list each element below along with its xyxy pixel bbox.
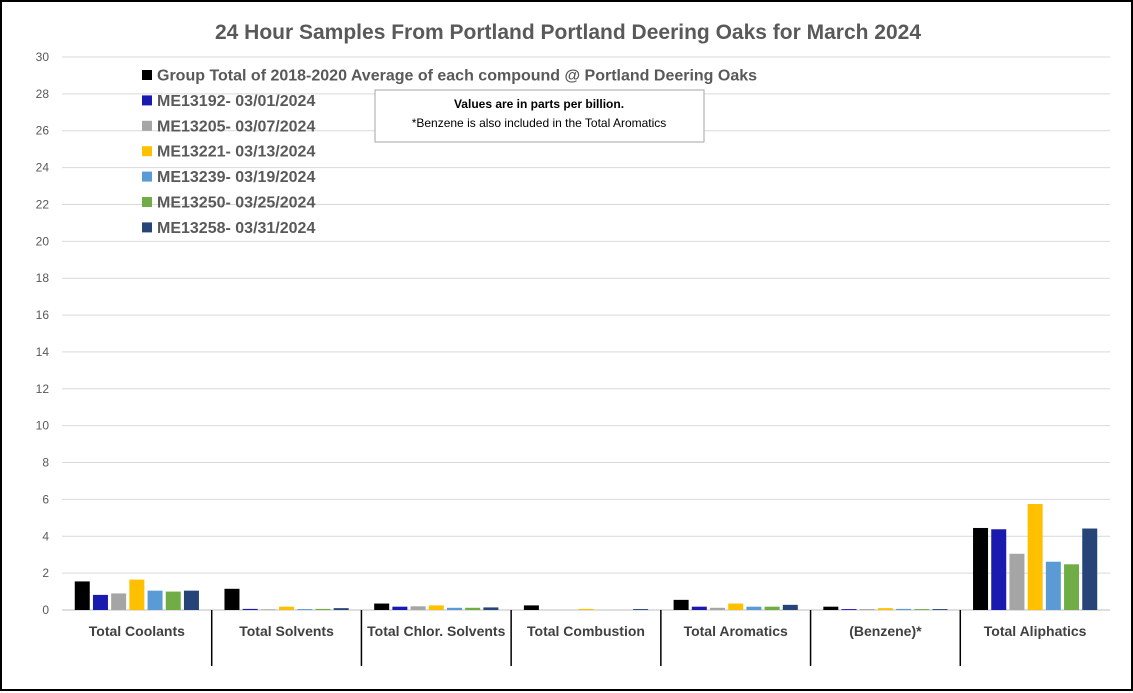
bar bbox=[896, 609, 911, 610]
legend-entry: ME13258- 03/31/2024 bbox=[157, 219, 316, 237]
y-tick-label: 28 bbox=[35, 86, 49, 101]
bar bbox=[261, 609, 276, 610]
bar bbox=[429, 605, 444, 610]
category-labels bbox=[89, 623, 1087, 639]
category-label: Total Chlor. Solvents bbox=[367, 623, 506, 639]
bar bbox=[728, 604, 743, 610]
bar bbox=[1064, 564, 1079, 610]
bar bbox=[184, 591, 199, 610]
y-tick-label: 16 bbox=[35, 308, 49, 323]
chart-title: 24 Hour Samples From Portland Portland Deering Oaks for March 2024 bbox=[214, 21, 922, 44]
bar bbox=[524, 605, 539, 610]
category-label: Total Solvents bbox=[239, 623, 334, 639]
units-note bbox=[375, 90, 704, 142]
y-tick-label: 30 bbox=[35, 50, 49, 64]
category-label: Total Coolants bbox=[88, 623, 185, 639]
units-note-line-1: Values are in parts per billion. bbox=[453, 97, 625, 111]
y-tick-label: 26 bbox=[35, 123, 49, 138]
y-tick-label: 22 bbox=[35, 197, 49, 212]
legend-entry: ME13239- 03/19/2024 bbox=[157, 169, 316, 187]
legend-swatch bbox=[142, 70, 152, 80]
bar bbox=[842, 609, 857, 610]
bar bbox=[933, 609, 948, 610]
bar bbox=[166, 592, 181, 610]
bar bbox=[765, 607, 780, 610]
legend-entry: ME13205- 03/07/2024 bbox=[157, 118, 316, 136]
legend-swatch bbox=[142, 121, 152, 131]
bar bbox=[447, 608, 462, 610]
y-tick-label: 8 bbox=[42, 455, 49, 470]
legend-entry: ME13192- 03/01/2024 bbox=[157, 92, 316, 110]
legend-swatch bbox=[142, 172, 152, 182]
bar bbox=[243, 609, 258, 610]
bar bbox=[692, 607, 707, 610]
chart-svg bbox=[2, 2, 1133, 693]
bar bbox=[111, 593, 126, 610]
bar bbox=[334, 608, 349, 610]
bar bbox=[279, 607, 294, 610]
bar bbox=[93, 595, 108, 610]
legend-entry: Group Total of 2018-2020 Average of each compound @ Portland Deering Oaks bbox=[157, 67, 758, 85]
y-tick-label: 12 bbox=[35, 381, 49, 396]
bar bbox=[579, 609, 594, 610]
bar bbox=[823, 607, 838, 610]
bar bbox=[914, 609, 929, 610]
bar bbox=[224, 589, 239, 610]
legend-swatch bbox=[142, 146, 152, 156]
bar bbox=[129, 580, 144, 610]
bar bbox=[991, 529, 1006, 610]
legend-swatch bbox=[142, 197, 152, 207]
y-tick-label: 6 bbox=[42, 492, 49, 507]
category-label: Total Aliphatics bbox=[983, 623, 1087, 639]
bar bbox=[674, 600, 689, 610]
y-tick-label: 14 bbox=[35, 344, 49, 359]
bar bbox=[878, 608, 893, 610]
legend-entry: ME13221- 03/13/2024 bbox=[157, 143, 316, 161]
y-tick-label: 20 bbox=[35, 234, 49, 249]
bar bbox=[633, 609, 648, 610]
bar bbox=[710, 608, 725, 610]
bar bbox=[746, 607, 761, 610]
legend-entry: ME13250- 03/25/2024 bbox=[157, 194, 316, 212]
bar bbox=[75, 581, 90, 610]
category-label: Total Combustion bbox=[527, 623, 645, 639]
bar bbox=[1028, 504, 1043, 610]
bar bbox=[297, 609, 312, 610]
bar bbox=[1046, 562, 1061, 610]
bar bbox=[465, 608, 480, 610]
y-axis-ticks bbox=[36, 50, 50, 617]
y-tick-label: 4 bbox=[42, 529, 49, 544]
bar bbox=[783, 605, 798, 610]
bar bbox=[148, 591, 163, 610]
bar bbox=[411, 606, 426, 610]
units-note-line-2: *Benzene is also included in the Total Aromatics bbox=[411, 116, 667, 130]
y-tick-label: 0 bbox=[42, 603, 49, 617]
y-tick-label: 24 bbox=[35, 160, 49, 175]
bar bbox=[392, 607, 407, 610]
bar bbox=[483, 607, 498, 610]
y-tick-label: 18 bbox=[35, 271, 49, 286]
bar bbox=[860, 609, 875, 610]
legend-swatch bbox=[142, 95, 152, 105]
bars bbox=[75, 504, 1097, 610]
y-tick-label: 10 bbox=[35, 418, 49, 433]
bar bbox=[374, 604, 389, 610]
category-label: (Benzene)* bbox=[849, 623, 922, 639]
bar bbox=[1009, 554, 1024, 610]
bar bbox=[973, 528, 988, 610]
legend-swatch bbox=[142, 222, 152, 232]
bar bbox=[1082, 529, 1097, 610]
category-label: Total Aromatics bbox=[683, 623, 788, 639]
bar bbox=[315, 609, 330, 610]
y-tick-label: 2 bbox=[42, 566, 49, 581]
